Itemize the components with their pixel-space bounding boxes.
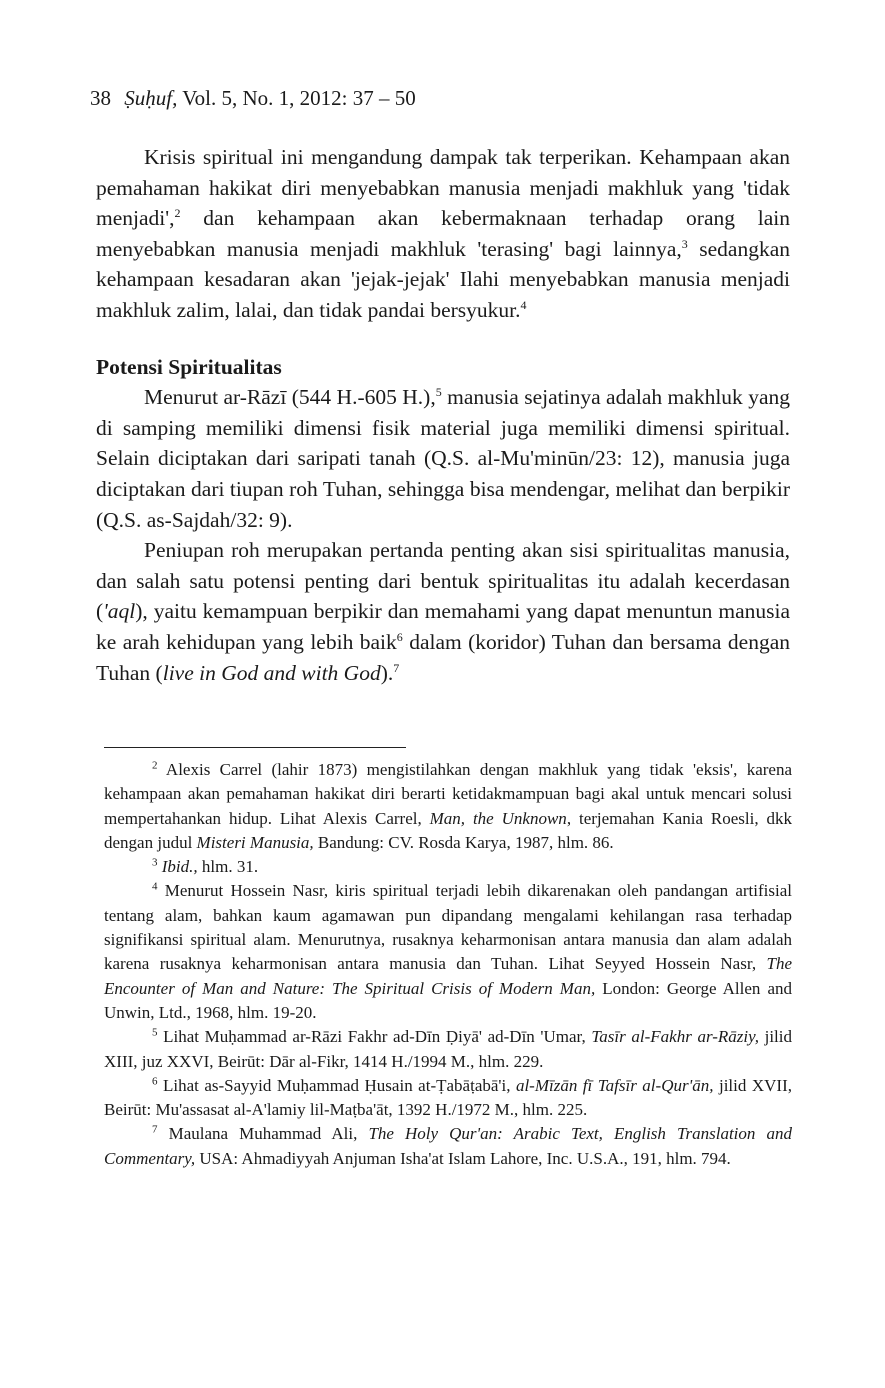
footnote-7 [104, 1122, 792, 1171]
text-run: Peniupan roh merupakan pertanda penting akan sisi spiritualitas manusia, dan salah satu potensi penting dari bentuk spiritualitas itu adalah kecerdasan ( [96, 538, 790, 624]
footnote-ref-7: 7 [393, 660, 400, 675]
text-run: dalam (koridor) Tuhan dan bersama dengan Tuhan ( [96, 629, 790, 685]
paragraph-1 [96, 142, 790, 326]
footnote-number: 6 [152, 1075, 158, 1088]
running-header [90, 86, 416, 111]
paragraph-3 [96, 535, 790, 688]
italic-term: live in God and with God [162, 660, 381, 685]
footnotes [104, 758, 792, 1171]
footnote-number: 7 [152, 1123, 158, 1136]
text-run: USA: Ahmadiyyah Anjuman Isha'at Islam Lahore, Inc. U.S.A., 191, hlm. 794. [195, 1148, 731, 1168]
italic-title: Misteri Manusia, [196, 832, 314, 852]
footnote-ref-3: 3 [681, 236, 688, 251]
footnote-ref-5: 5 [435, 385, 442, 399]
journal-citation: Vol. 5, No. 1, 2012: 37 – 50 [182, 86, 416, 110]
footnote-ref-6: 6 [396, 629, 403, 644]
footnote-2 [104, 758, 792, 855]
italic-title: Man, the Unknown [429, 808, 567, 828]
footnote-ref-2: 2 [174, 206, 181, 221]
italic-title: Ibid., [157, 857, 198, 877]
footnote-separator [104, 747, 406, 748]
text-run: London: George Allen and Unwin, Ltd., 1968, hlm. 19-20. [104, 978, 792, 1022]
paragraph-2 [96, 382, 790, 535]
footnote-3 [104, 855, 792, 879]
text-run: Bandung: CV. Rosda Karya, 1987, hlm. 86. [313, 832, 614, 852]
footnote-6 [104, 1074, 792, 1123]
text-run: , terjemahan Kania Roesli, dkk dengan judul [104, 808, 793, 852]
section-heading: Potensi Spiritualitas [96, 354, 282, 379]
text-run: ). [380, 660, 394, 685]
footnote-ref-4: 4 [520, 297, 527, 312]
footnote-number: 5 [152, 1026, 158, 1039]
text-run: Lihat Muḥammad ar-Rāzi Fakhr ad-Dīn Ḍiyā' ad-Dīn 'Umar, [157, 1027, 592, 1047]
page-number: 38 [90, 86, 111, 110]
italic-title: The Encounter of Man and Nature: The Spiritual Crisis of Modern Man, [104, 954, 792, 998]
footnote-5 [104, 1025, 792, 1074]
text-run: manusia sejatinya adalah makhluk yang di samping memiliki dimensi fisik material juga memiliki dimensi spiritual. Selain diciptakan dari saripati tanah (Q.S. al-Mu'minūn/23: 12), manusia juga diciptakan dari tiupan roh Tuhan, sehingga bisa mendengar, melihat dan berpikir (Q.S. as-Sajdah/32: 9). [96, 385, 791, 532]
journal-title: Ṣuḥuf, [124, 86, 178, 110]
text-run: dan kehampaan akan kebermaknaan terhadap orang lain menyebabkan manusia menjadi makhluk 'terasing' bagi lainnya, [96, 206, 790, 261]
text-run: Menurut ar-Rāzī (544 H.-605 H.), [144, 385, 436, 410]
footnote-number: 2 [152, 759, 158, 772]
text-run: Alexis Carrel (lahir 1873) mengistilahkan dengan makhluk yang tidak 'eksis', karena kehampaan akan pemahaman hakikat diri berarti ketidakmampuan bagi akal untuk mencari solusi mempertahankan hidup. Lihat Alexis Carrel, [104, 760, 792, 828]
text-run: Menurut Hossein Nasr, kiris spiritual terjadi lebih dikarenakan oleh pandangan artifisial tentang alam, bahkan kaum agamawan pun dipandang mengalami kehilangan rasa terhadap signifikansi spiritual alam. Menurutnya, rusaknya keharmonisan antara manusia dan alam adalah karena rusaknya keharmonisan antara manusia dan Tuhan. Lihat Seyyed Hossein Nasr, [104, 881, 792, 974]
text-run: hlm. 31. [197, 857, 259, 877]
text-run: jilid XIII, juz XXVI, Beirūt: Dār al-Fikr, 1414 H./1994 M., hlm. 229. [104, 1027, 792, 1071]
italic-title: al-Mīzān fī Tafsīr al-Qur'ān, [515, 1075, 714, 1095]
text-run: jilid XVII, Beirūt: Mu'assasat al-A'lamiy lil-Maṭba'āt, 1392 H./1972 M., hlm. 225. [104, 1075, 792, 1120]
italic-term: 'aql [103, 599, 136, 624]
footnote-number: 3 [152, 856, 158, 869]
text-run: Krisis spiritual ini mengandung dampak tak terperikan. Kehampaan akan pemahaman hakikat diri menyebabkan manusia menjadi makhluk yang 'tidak menjadi', [96, 145, 790, 231]
footnote-number: 4 [152, 880, 158, 893]
footnote-4 [104, 879, 792, 1025]
text-run: Lihat as-Sayyid Muḥammad Ḥusain at-Ṭabāṭabā'i, [157, 1075, 516, 1095]
text-run: Maulana Muhammad Ali, [157, 1124, 369, 1144]
italic-title: Tasīr al-Fakhr ar-Rāziy, [591, 1027, 759, 1047]
text-run: ), yaitu kemampuan berpikir dan memahami yang dapat menuntun manusia ke arah kehidupan yang lebih baik [96, 599, 790, 654]
main-text [96, 142, 790, 688]
italic-title: The Holy Qur'an: Arabic Text, English Translation and Commentary, [104, 1124, 792, 1168]
text-run: sedangkan kehampaan kesadaran akan 'jejak-jejak' Ilahi menyebabkan manusia menjadi makhluk zalim, lalai, dan tidak pandai bersyukur. [96, 236, 790, 322]
